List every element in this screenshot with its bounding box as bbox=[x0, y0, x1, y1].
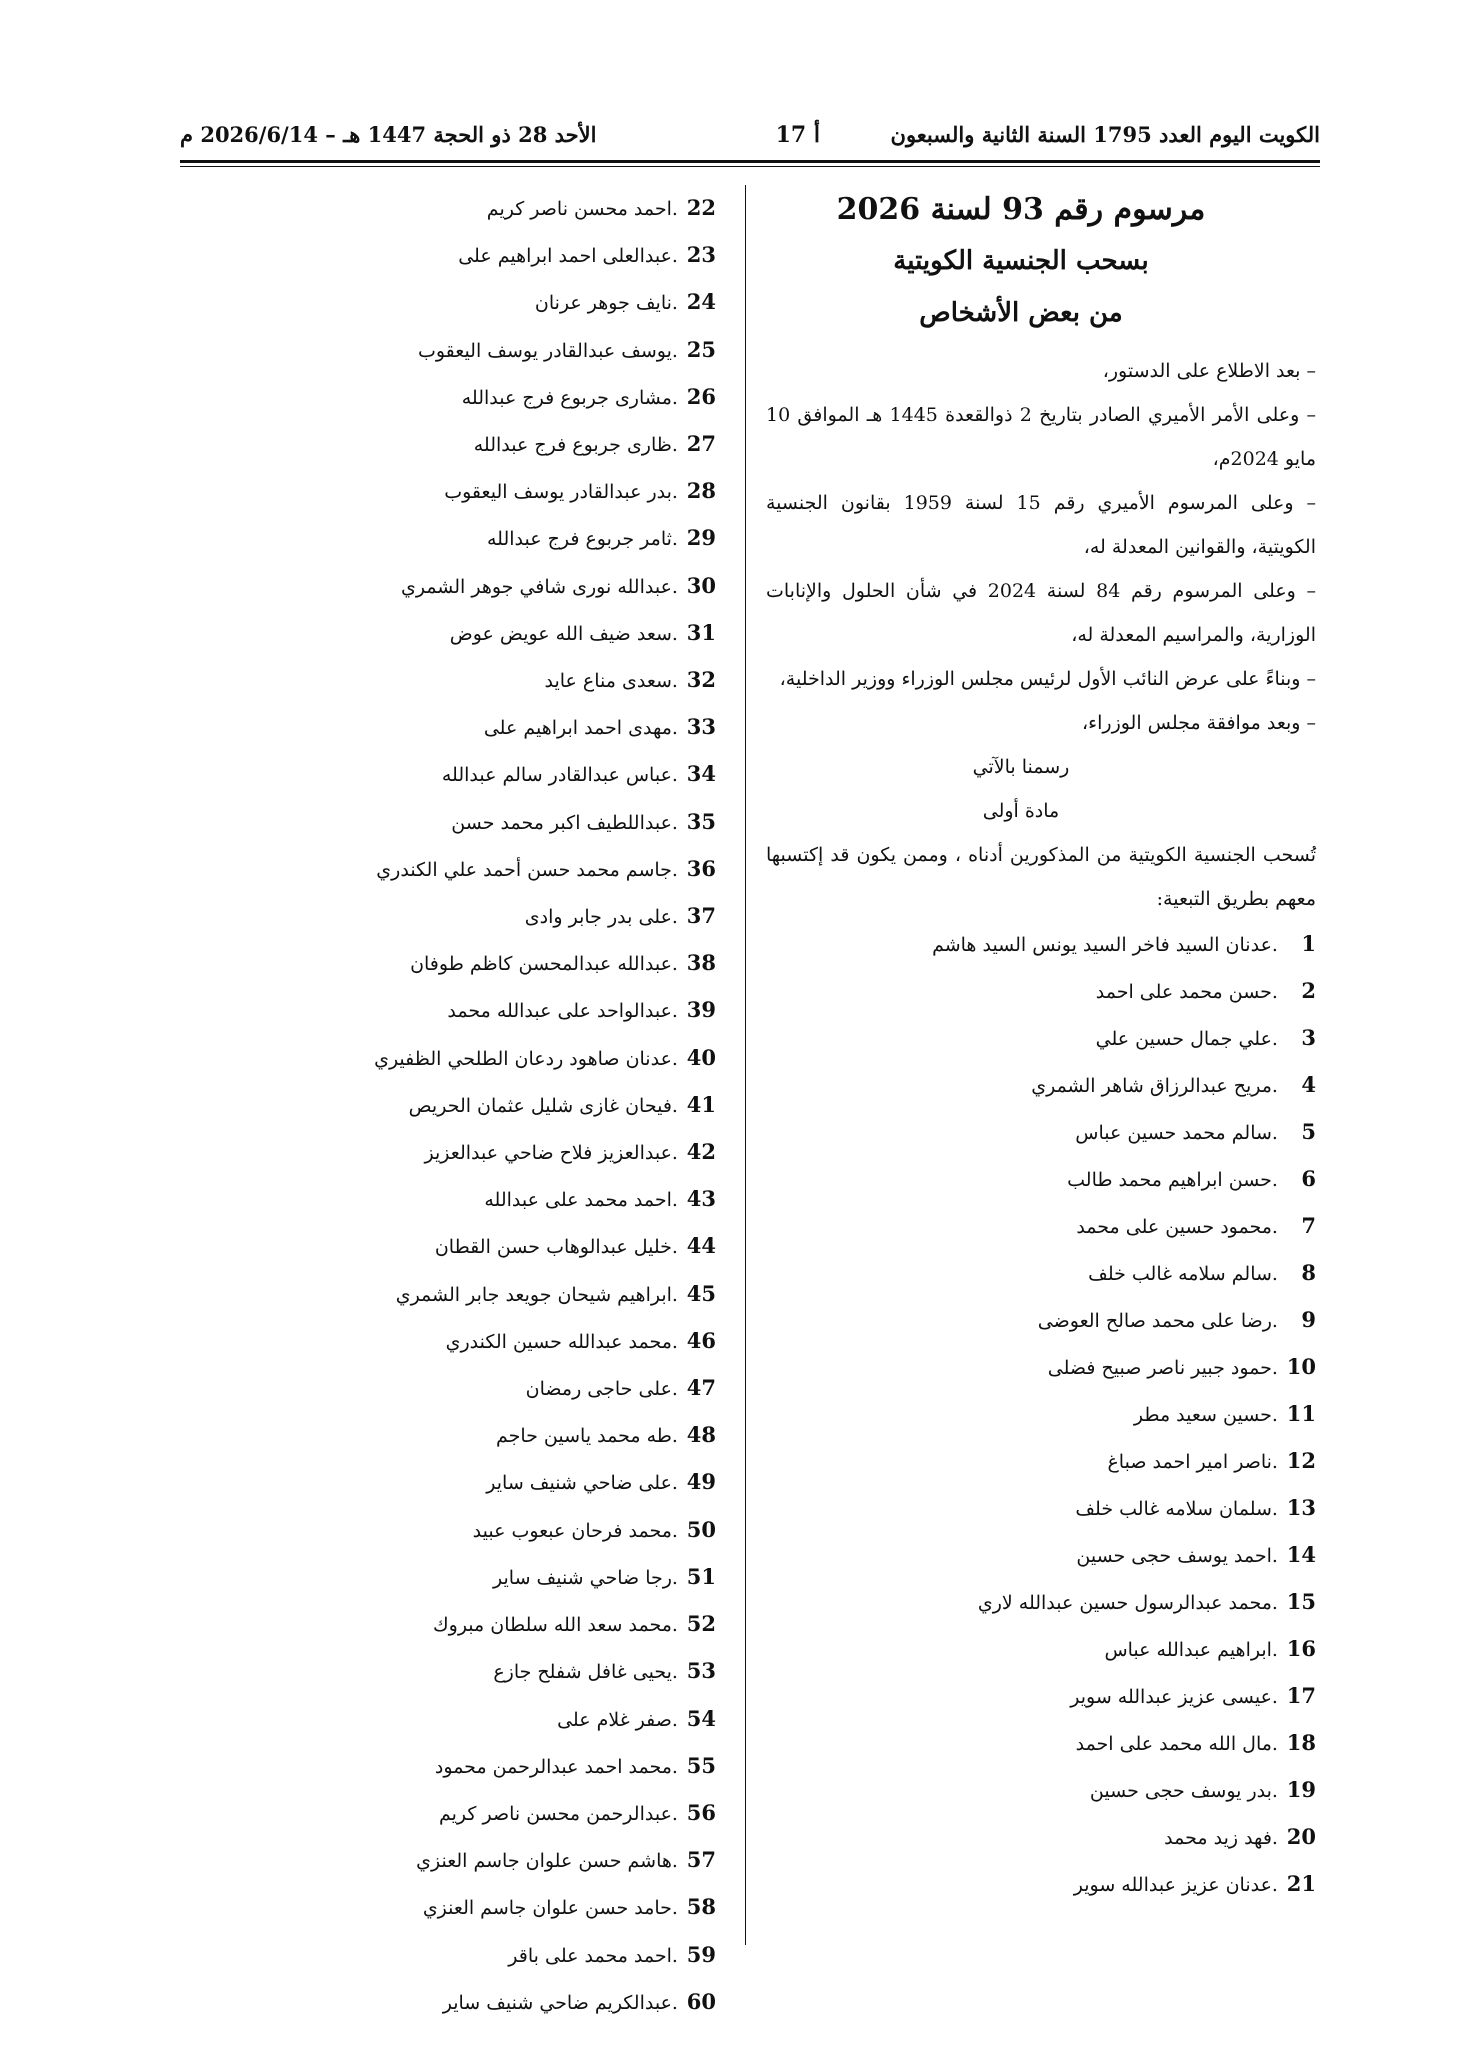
list-item bbox=[316, 610, 716, 657]
list-item bbox=[766, 1391, 1316, 1438]
person-name: .فيحان غازى شليل عثمان الحريص bbox=[408, 1094, 678, 1117]
item-number: 45 bbox=[686, 1280, 716, 1306]
person-name: .عدنان السيد فاخر السيد يونس السيد هاشم bbox=[932, 934, 1278, 956]
item-number: 25 bbox=[686, 336, 716, 362]
item-number: 2 bbox=[1301, 978, 1316, 1003]
list-item bbox=[316, 1743, 716, 1790]
list-item bbox=[316, 704, 716, 751]
item-number: 27 bbox=[686, 431, 716, 457]
item-number: 9 bbox=[1301, 1307, 1316, 1332]
left-column bbox=[316, 185, 716, 2026]
person-name: .عباس عبدالقادر سالم عبدالله bbox=[441, 764, 678, 787]
person-name: .سالم سلامه غالب خلف bbox=[1088, 1263, 1278, 1285]
item-number: 43 bbox=[686, 1186, 716, 1212]
person-name: .محمد احمد عبدالرحمن محمود bbox=[434, 1755, 678, 1778]
preamble-item: – بعد الاطلاع على الدستور، bbox=[1102, 360, 1316, 382]
list-item bbox=[766, 1062, 1316, 1109]
article-heading: مادة أولى bbox=[982, 800, 1060, 822]
list-item bbox=[766, 1109, 1316, 1156]
person-name: .عدنان عزيز عبدالله سوير bbox=[1073, 1874, 1278, 1896]
list-item bbox=[316, 327, 716, 374]
list-item bbox=[316, 1082, 716, 1129]
person-name: .مهدى احمد ابراهيم على bbox=[483, 717, 678, 740]
item-number: 47 bbox=[686, 1375, 716, 1401]
list-item bbox=[766, 1626, 1316, 1673]
item-number: 37 bbox=[686, 903, 716, 929]
person-name: .احمد محمد على عبدالله bbox=[484, 1189, 678, 1212]
person-name: .فهد زيد محمد bbox=[1164, 1827, 1278, 1849]
person-name: .مشارى جربوع فرج عبدالله bbox=[461, 386, 678, 409]
item-number: 3 bbox=[1301, 1025, 1316, 1050]
column-divider bbox=[745, 185, 746, 1945]
person-name: .عبدالواحد على عبدالله محمد bbox=[447, 1000, 678, 1023]
person-name: .ثامر جربوع فرج عبدالله bbox=[486, 528, 678, 551]
person-name: .عيسى عزيز عبدالله سوير bbox=[1070, 1686, 1278, 1708]
person-name: .على حاجى رمضان bbox=[525, 1378, 678, 1401]
preamble-item: – وعلى الأمر الأميري الصادر بتاريخ 2 ذوالقعدة 1445 هـ الموافق 10 مايو 2024م، bbox=[766, 404, 1316, 470]
item-number: 51 bbox=[686, 1563, 716, 1589]
list-item bbox=[316, 185, 716, 232]
list-item bbox=[766, 1015, 1316, 1062]
list-item bbox=[766, 1720, 1316, 1767]
person-name: .حسن محمد على احمد bbox=[1095, 981, 1278, 1003]
list-item bbox=[766, 1673, 1316, 1720]
list-item bbox=[316, 232, 716, 279]
list-item bbox=[316, 1507, 716, 1554]
item-number: 23 bbox=[686, 242, 716, 268]
preamble-list bbox=[766, 349, 1316, 745]
header-date: الأحد 28 ذو الحجة 1447 هـ – 2026/6/14 م bbox=[180, 122, 597, 147]
list-item bbox=[766, 1344, 1316, 1391]
person-name: .رضا على محمد صالح العوضى bbox=[1037, 1310, 1278, 1332]
list-item bbox=[766, 1438, 1316, 1485]
person-name: .سعد ضيف الله عويض عوض bbox=[449, 622, 678, 645]
person-name: .محمود حسين على محمد bbox=[1076, 1216, 1278, 1238]
decree-title: مرسوم رقم 93 لسنة 2026 bbox=[836, 192, 1206, 227]
list-item bbox=[316, 1932, 716, 1979]
person-name: .ظارى جربوع فرج عبدالله bbox=[473, 434, 678, 457]
list-item bbox=[316, 893, 716, 940]
list-item bbox=[316, 799, 716, 846]
item-number: 29 bbox=[686, 525, 716, 551]
list-item bbox=[316, 846, 716, 893]
item-number: 7 bbox=[1301, 1213, 1316, 1238]
person-name: .حسين سعيد مطر bbox=[1133, 1404, 1278, 1426]
person-name: .سعدى مناع عايد bbox=[544, 670, 678, 693]
person-name: .علي جمال حسين علي bbox=[1095, 1028, 1278, 1050]
person-name: .عبدالرحمن محسن ناصر كريم bbox=[438, 1802, 678, 1825]
person-name: .بدر يوسف حجى حسين bbox=[1089, 1780, 1278, 1802]
item-number: 12 bbox=[1286, 1448, 1316, 1473]
list-item bbox=[316, 1696, 716, 1743]
preamble-item: – وبناءً على عرض النائب الأول لرئيس مجلس الوزراء ووزير الداخلية، bbox=[779, 668, 1316, 690]
list-item bbox=[316, 421, 716, 468]
list-item bbox=[766, 1767, 1316, 1814]
item-number: 16 bbox=[1286, 1636, 1316, 1661]
preamble-item: – وعلى المرسوم الأميري رقم 15 لسنة 1959 بقانون الجنسية الكويتية، والقوانين المعدلة له، bbox=[766, 492, 1316, 558]
item-number: 11 bbox=[1286, 1401, 1316, 1426]
person-name: .عدنان صاهود ردعان الطلحي الظفيري bbox=[374, 1047, 678, 1070]
header-page-number: أ 17 bbox=[775, 122, 820, 148]
person-name: .حسن ابراهيم محمد طالب bbox=[1067, 1169, 1278, 1191]
article-text: تُسحب الجنسية الكويتية من المذكورين أدناه ، وممن يكون قد إكتسبها معهم بطريق التبعية: bbox=[766, 844, 1316, 910]
item-number: 17 bbox=[1286, 1683, 1316, 1708]
person-name: .حمود جبير ناصر صبيح فضلى bbox=[1047, 1357, 1278, 1379]
item-number: 6 bbox=[1301, 1166, 1316, 1191]
item-number: 60 bbox=[686, 1988, 716, 2014]
header-rule-thin bbox=[180, 166, 1320, 167]
item-number: 10 bbox=[1286, 1354, 1316, 1379]
person-name: .احمد يوسف حجى حسين bbox=[1076, 1545, 1278, 1567]
list-item bbox=[316, 1601, 716, 1648]
item-number: 5 bbox=[1301, 1119, 1316, 1144]
person-name: .بدر عبدالقادر يوسف اليعقوب bbox=[444, 481, 678, 504]
item-number: 20 bbox=[1286, 1824, 1316, 1849]
person-name: .عبدالعلى احمد ابراهيم على bbox=[458, 245, 678, 268]
item-number: 32 bbox=[686, 667, 716, 693]
list-item bbox=[316, 1176, 716, 1223]
list-item bbox=[316, 1459, 716, 1506]
decreed-line: رسمنا بالآتي bbox=[972, 756, 1070, 778]
person-name: .عبدالكريم ضاحي شنيف ساير bbox=[442, 1991, 678, 2014]
list-item bbox=[316, 1035, 716, 1082]
item-number: 56 bbox=[686, 1799, 716, 1825]
item-number: 50 bbox=[686, 1516, 716, 1542]
decree-subtitle-1: بسحب الجنسية الكويتية bbox=[893, 246, 1149, 276]
person-name: .سلمان سلامه غالب خلف bbox=[1075, 1498, 1278, 1520]
person-name: .ناصر امير احمد صباغ bbox=[1107, 1451, 1278, 1473]
item-number: 34 bbox=[686, 761, 716, 787]
names-list-left bbox=[316, 185, 716, 2026]
person-name: .محمد سعد الله سلطان مبروك bbox=[432, 1614, 678, 1637]
names-list-right bbox=[766, 921, 1316, 1908]
list-item bbox=[316, 1223, 716, 1270]
item-number: 35 bbox=[686, 808, 716, 834]
item-number: 49 bbox=[686, 1469, 716, 1495]
list-item bbox=[316, 1979, 716, 2026]
list-item bbox=[316, 279, 716, 326]
item-number: 40 bbox=[686, 1044, 716, 1070]
item-number: 24 bbox=[686, 289, 716, 315]
person-name: .عبداللطيف اكبر محمد حسن bbox=[451, 811, 678, 834]
preamble-item: – وعلى المرسوم رقم 84 لسنة 2024 في شأن الحلول والإنابات الوزارية، والمراسيم المعدلة له، bbox=[766, 580, 1316, 646]
list-item bbox=[316, 515, 716, 562]
person-name: .عبدالله عبدالمحسن كاظم طوفان bbox=[410, 953, 678, 976]
list-item bbox=[316, 1790, 716, 1837]
person-name: .حامد حسن علوان جاسم العنزي bbox=[422, 1897, 678, 1920]
person-name: .هاشم حسن علوان جاسم العنزي bbox=[416, 1850, 678, 1873]
list-item bbox=[316, 987, 716, 1034]
header-rule-thick bbox=[180, 160, 1320, 163]
list-item bbox=[316, 1129, 716, 1176]
person-name: .عبدالله نورى شافي جوهر الشمري bbox=[400, 575, 678, 598]
list-item bbox=[316, 1412, 716, 1459]
item-number: 13 bbox=[1286, 1495, 1316, 1520]
list-item bbox=[316, 751, 716, 798]
item-number: 18 bbox=[1286, 1730, 1316, 1755]
item-number: 22 bbox=[686, 195, 716, 220]
person-name: .احمد محسن ناصر كريم bbox=[486, 198, 678, 220]
list-item bbox=[766, 968, 1316, 1015]
item-number: 4 bbox=[1301, 1072, 1316, 1097]
item-number: 31 bbox=[686, 619, 716, 645]
list-item bbox=[316, 468, 716, 515]
item-number: 58 bbox=[686, 1894, 716, 1920]
list-item bbox=[316, 1271, 716, 1318]
list-item bbox=[766, 1156, 1316, 1203]
person-name: .ابراهيم عبدالله عباس bbox=[1104, 1639, 1278, 1661]
item-number: 59 bbox=[686, 1941, 716, 1967]
page-header bbox=[180, 118, 1320, 158]
list-item bbox=[766, 1814, 1316, 1861]
item-number: 42 bbox=[686, 1139, 716, 1165]
list-item bbox=[766, 1297, 1316, 1344]
list-item bbox=[316, 1648, 716, 1695]
person-name: .محمد عبدالرسول حسين عبدالله لاري bbox=[977, 1592, 1278, 1614]
header-issue-info: الكويت اليوم العدد 1795 السنة الثانية والسبعون bbox=[890, 122, 1320, 147]
item-number: 1 bbox=[1301, 931, 1316, 956]
person-name: .عبدالعزيز فلاح ضاحي عبدالعزيز bbox=[424, 1142, 678, 1165]
list-item bbox=[766, 1579, 1316, 1626]
list-item bbox=[316, 1554, 716, 1601]
decree-subtitle-2: من بعض الأشخاص bbox=[919, 298, 1123, 328]
list-item bbox=[316, 1884, 716, 1931]
item-number: 33 bbox=[686, 714, 716, 740]
item-number: 36 bbox=[686, 855, 716, 881]
person-name: .على ضاحي شنيف ساير bbox=[486, 1472, 678, 1495]
person-name: .مريح عبدالرزاق شاهر الشمري bbox=[1031, 1075, 1278, 1097]
person-name: .احمد محمد على باقر bbox=[508, 1944, 678, 1967]
item-number: 52 bbox=[686, 1611, 716, 1637]
person-name: .نايف جوهر عرنان bbox=[534, 292, 678, 315]
item-number: 54 bbox=[686, 1705, 716, 1731]
item-number: 15 bbox=[1286, 1589, 1316, 1614]
item-number: 19 bbox=[1286, 1777, 1316, 1802]
item-number: 55 bbox=[686, 1752, 716, 1778]
list-item bbox=[316, 1837, 716, 1884]
list-item bbox=[316, 1318, 716, 1365]
item-number: 14 bbox=[1286, 1542, 1316, 1567]
item-number: 26 bbox=[686, 383, 716, 409]
list-item bbox=[766, 1861, 1316, 1908]
person-name: .مال الله محمد على احمد bbox=[1075, 1733, 1278, 1755]
item-number: 30 bbox=[686, 572, 716, 598]
item-number: 41 bbox=[686, 1091, 716, 1117]
right-column bbox=[766, 185, 1316, 1908]
list-item bbox=[766, 1485, 1316, 1532]
preamble-item: – وبعد موافقة مجلس الوزراء، bbox=[1082, 712, 1316, 734]
item-number: 21 bbox=[1286, 1871, 1316, 1896]
person-name: .سالم محمد حسين عباس bbox=[1075, 1122, 1278, 1144]
item-number: 46 bbox=[686, 1327, 716, 1353]
list-item bbox=[766, 1532, 1316, 1579]
person-name: .محمد فرحان عبعوب عبيد bbox=[472, 1519, 678, 1542]
person-name: .طه محمد ياسين حاجم bbox=[495, 1425, 678, 1448]
person-name: .على بدر جابر وادى bbox=[524, 906, 678, 929]
person-name: .يوسف عبدالقادر يوسف اليعقوب bbox=[417, 339, 678, 362]
item-number: 57 bbox=[686, 1847, 716, 1873]
item-number: 28 bbox=[686, 478, 716, 504]
person-name: .جاسم محمد حسن أحمد علي الكندري bbox=[376, 858, 678, 881]
item-number: 8 bbox=[1301, 1260, 1316, 1285]
item-number: 39 bbox=[686, 997, 716, 1023]
item-number: 38 bbox=[686, 950, 716, 976]
item-number: 53 bbox=[686, 1658, 716, 1684]
person-name: .خليل عبدالوهاب حسن القطان bbox=[434, 1236, 678, 1259]
list-item bbox=[766, 921, 1316, 968]
list-item bbox=[316, 940, 716, 987]
person-name: .يحيى غافل شفلح جازع bbox=[493, 1661, 678, 1684]
person-name: .ابراهيم شيحان جويعد جابر الشمري bbox=[395, 1283, 678, 1306]
list-item bbox=[766, 1250, 1316, 1297]
list-item bbox=[316, 1365, 716, 1412]
item-number: 44 bbox=[686, 1233, 716, 1259]
item-number: 48 bbox=[686, 1422, 716, 1448]
list-item bbox=[316, 374, 716, 421]
list-item bbox=[316, 563, 716, 610]
person-name: .صفر غلام على bbox=[557, 1708, 678, 1731]
list-item bbox=[766, 1203, 1316, 1250]
person-name: .رجا ضاحي شنيف ساير bbox=[493, 1566, 678, 1589]
person-name: .محمد عبدالله حسين الكندري bbox=[445, 1330, 678, 1353]
list-item bbox=[316, 657, 716, 704]
